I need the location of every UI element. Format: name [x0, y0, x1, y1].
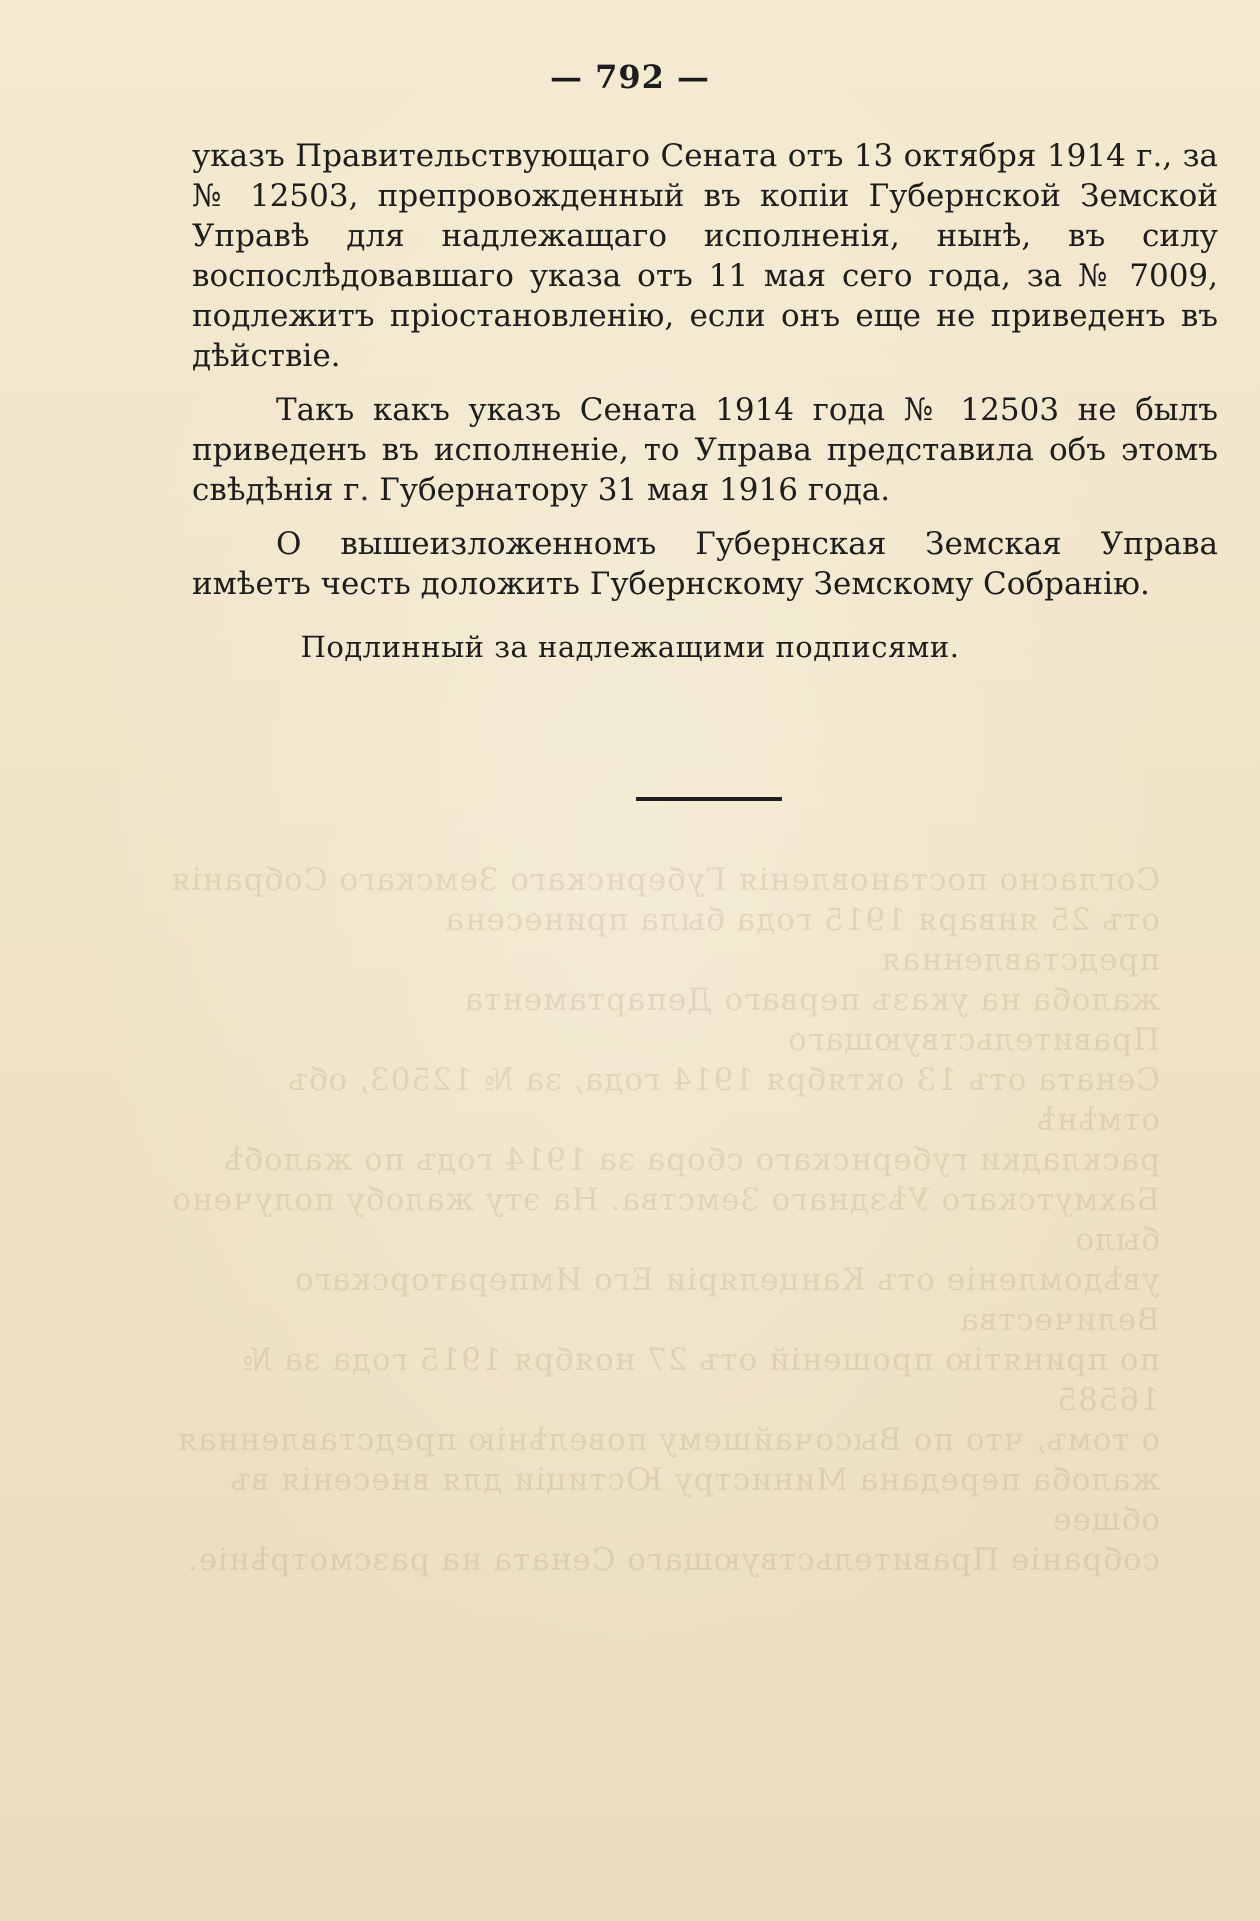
- bleed-through-texture: Согласно постановленія Губернскаго Земскаго Собранія отъ 25 января 1915 года была принесена представленная жалоба на указъ перваго Департамента Правительствующаго Сената отъ 13 октября 1914 года, за № 12503, объ отмѣнѣ раскладки губернскаго сбора за 1914 годъ по жалобѣ Бахмутскаго Уѣзднаго Земства. На эту жалобу получено было увѣдомленіе отъ Канцеляріи Его Императорскаго Величества по принятію прошеній отъ 27 ноября 1915 года за № 16585 о томъ, что по Высочайшему повелѣнію представленная жалоба передана Министру Юстиціи для внесенія въ общее собраніе Правительствующаго Сената на разсмотрѣніе.: [170, 862, 1160, 1578]
- page-number: — 792 —: [549, 58, 711, 96]
- paragraph-1: указъ Правительствующаго Сената отъ 13 октября 1914 г., за № 12503, препровожденный въ копіи Губернской Земской Управѣ для надлежащаго исполненія, нынѣ, въ силу воспослѣдовавшаго указа отъ 11 мая сего года, за № 7009, подлежитъ пріостановленію, если онъ еще не приведенъ въ дѣйствіе.: [192, 138, 1218, 374]
- paragraph-2: Такъ какъ указъ Сената 1914 года № 12503 не былъ приведенъ въ исполненіе, то Управа представила объ этомъ свѣдѣнія г. Губернатору 31 мая 1916 года.: [192, 392, 1218, 508]
- paragraph-3: О вышеизложенномъ Губернская Земская Управа имѣетъ честь доложить Губернскому Земскому Собранію.: [192, 526, 1218, 602]
- body-text: [192, 136, 1218, 604]
- signature-note: Подлинный за надлежащими подписями.: [300, 630, 960, 664]
- section-divider: [636, 797, 782, 801]
